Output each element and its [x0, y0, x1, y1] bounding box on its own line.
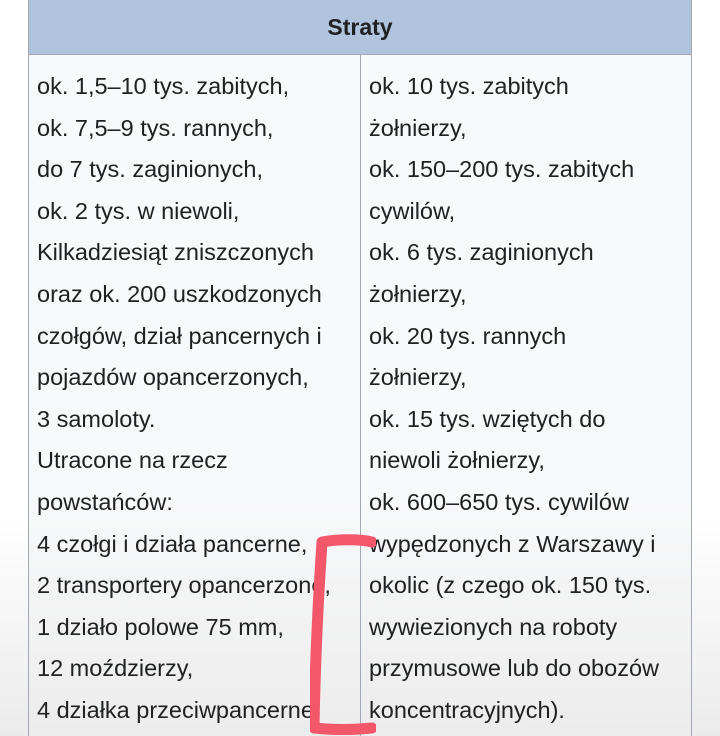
table-line: ok. 1,5–10 tys. zabitych, [37, 73, 290, 99]
polish-losses-cell [361, 55, 691, 736]
table-line: okolic (z czego ok. 150 tys. [369, 572, 652, 599]
table-line: ok. 150–200 tys. zabitych [369, 156, 635, 183]
table-line: 3 samoloty. [37, 405, 156, 432]
table-line: cywilów, [369, 197, 456, 224]
table-line: ok. 15 tys. wziętych do [369, 405, 606, 432]
table-line: ok. 20 tys. rannych [369, 322, 567, 349]
table-line: przymusowe lub do obozów [369, 655, 659, 682]
table-line: 1 działo polowe 75 mm, [37, 613, 284, 640]
losses-table [28, 0, 692, 736]
table-line: czołgów, dział pancernych i [37, 322, 322, 349]
table-line: 4 działka przeciwpancerne. [37, 696, 321, 723]
table-line: do 7 tys. zaginionych, [37, 156, 263, 183]
table-line: Kilkadziesiąt zniszczonych [37, 239, 314, 266]
table-line: oraz ok. 200 uszkodzonych [37, 280, 322, 307]
table-line: ok. 10 tys. zabitych [369, 73, 569, 99]
table-line: wywiezionych na roboty [369, 613, 618, 640]
table-header-straty: Straty [29, 0, 691, 55]
table-line: niewoli żołnierzy, [369, 447, 545, 474]
table-line: żołnierzy, [369, 364, 467, 391]
table-line: koncentracyjnych). [369, 696, 565, 723]
table-line: powstańców: [37, 488, 173, 515]
table-line: Utracone na rzecz [37, 447, 228, 474]
german-losses-cell [29, 55, 361, 736]
table-line: ok. 7,5–9 tys. rannych, [37, 114, 274, 141]
table-line: wypędzonych z Warszawy i [369, 530, 656, 557]
table-line: ok. 6 tys. zaginionych [369, 239, 594, 266]
table-line: 12 moździerzy, [37, 655, 194, 682]
table-line: żołnierzy, [369, 114, 467, 141]
table-line: żołnierzy, [369, 280, 467, 307]
table-line: 2 transportery opancerzone, [37, 572, 331, 599]
table-line: pojazdów opancerzonych, [37, 364, 309, 391]
table-line: 4 czołgi i działa pancerne, [37, 530, 308, 557]
table-line: ok. 600–650 tys. cywilów [369, 488, 629, 515]
table-line: ok. 2 tys. w niewoli, [37, 197, 240, 224]
